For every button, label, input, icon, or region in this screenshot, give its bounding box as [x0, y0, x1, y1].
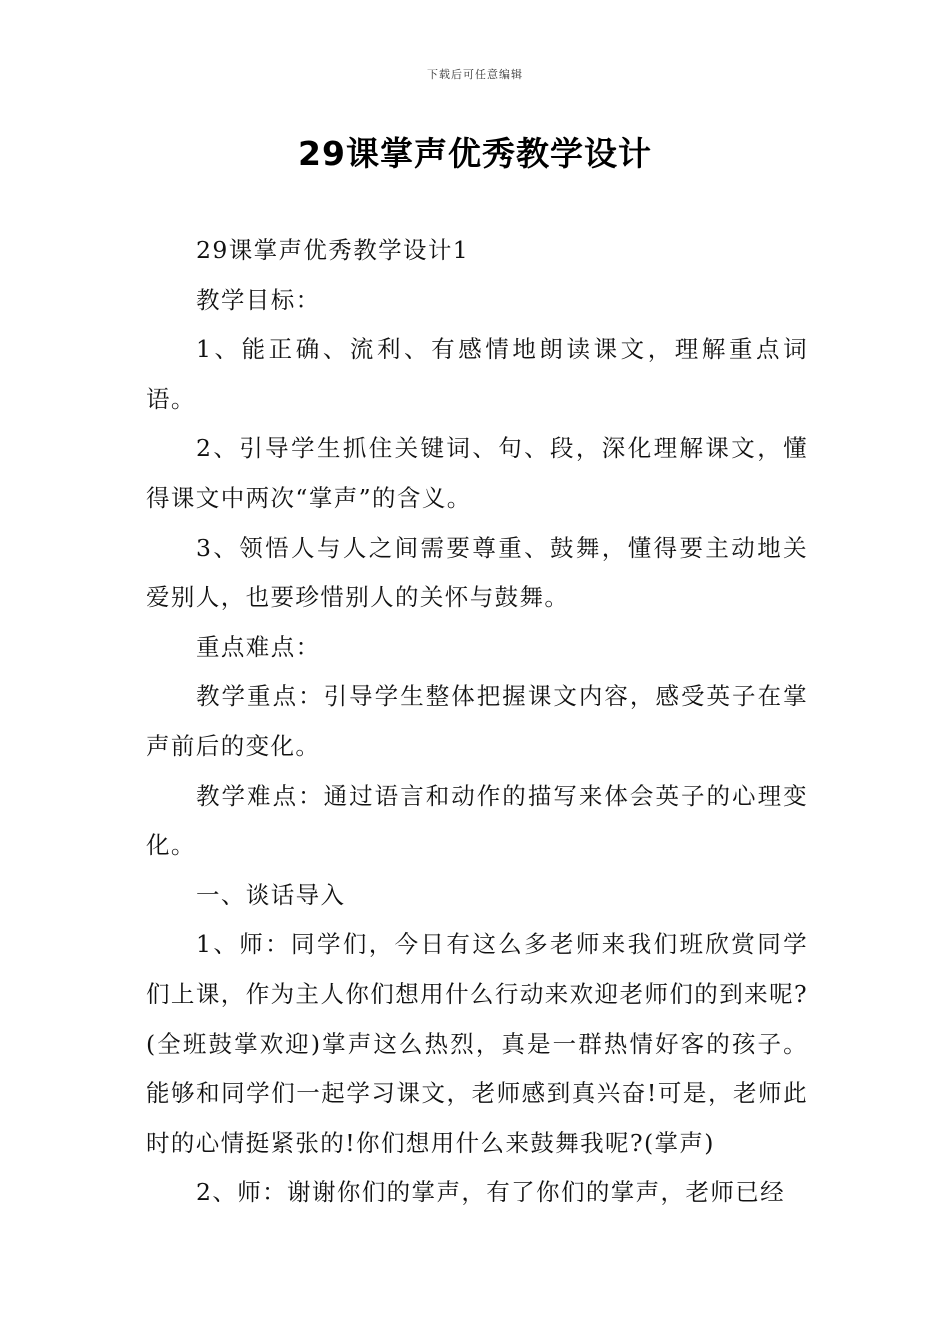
- header-note: 下载后可任意编辑: [427, 68, 523, 81]
- document-title: 29课掌声优秀教学设计: [298, 134, 652, 173]
- objective-item: 2、引导学生抓住关键词、句、段，深化理解课文，懂得课文中两次“掌声”的含义。: [146, 434, 808, 512]
- document-body: [146, 226, 808, 1218]
- section-heading-intro: 一、谈话导入: [196, 880, 346, 909]
- section-heading-key-points: 重点难点：: [196, 632, 321, 661]
- body-paragraph: 1、师：同学们，今日有这么多老师来我们班欣赏同学们上课，作为主人你们想用什么行动来欢迎老师们的到来呢?(全班鼓掌欢迎)掌声这么热烈，真是一群热情好客的孩子。能够和同学们一起学习课文，老师感到真兴奋!可是，老师此时的心情挺紧张的!你们想用什么来鼓舞我呢?(掌声): [146, 930, 808, 1157]
- objective-item: 3、领悟人与人之间需要尊重、鼓舞，懂得要主动地关爱别人，也要珍惜别人的关怀与鼓舞。: [146, 533, 808, 612]
- subtitle-paragraph: 29课掌声优秀教学设计1: [196, 236, 470, 264]
- objective-item: 1、能正确、流利、有感情地朗读课文，理解重点词语。: [146, 335, 808, 413]
- key-point-paragraph: 教学重点：引导学生整体把握课文内容，感受英子在掌声前后的变化。: [146, 682, 808, 760]
- section-heading-objectives: 教学目标：: [196, 285, 321, 314]
- difficulty-paragraph: 教学难点：通过语言和动作的描写来体会英子的心理变化。: [146, 781, 808, 860]
- body-paragraph: 2、师：谢谢你们的掌声，有了你们的掌声，老师已经: [196, 1178, 786, 1207]
